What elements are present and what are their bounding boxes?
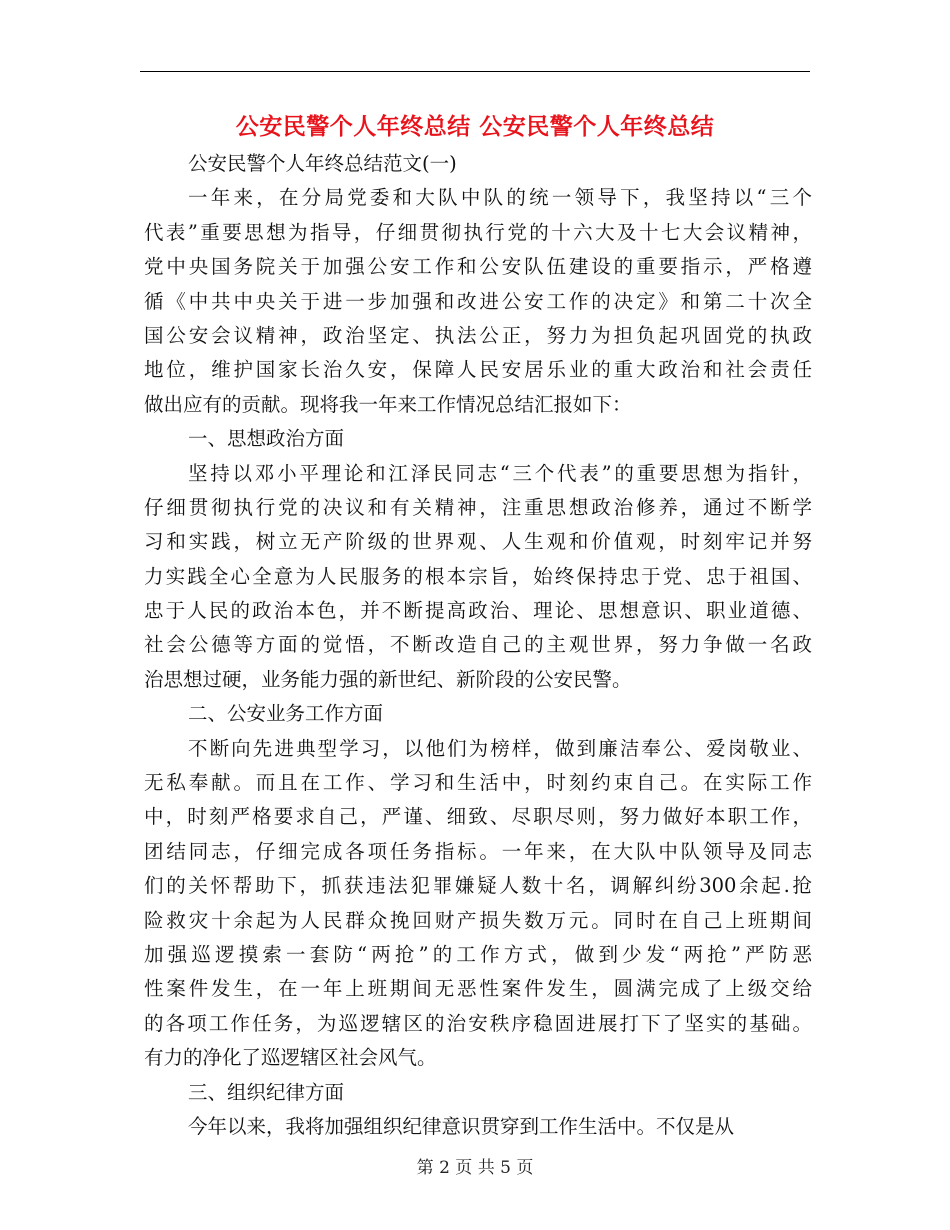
header-rule: [140, 71, 810, 72]
body-line: 有力的净化了巡逻辖区社会风气。: [144, 1046, 437, 1070]
section-subtitle: 公安民警个人年终总结范文(一): [188, 152, 457, 175]
body-line: 忠于人民的政治本色，并不断提高政治、理论、思想意识、职业道德、: [144, 599, 812, 623]
body-line: 一年来，在分局党委和大队中队的统一领导下，我坚持以“三个: [188, 186, 812, 210]
body-line: 循《中共中央关于进一步加强和改进公安工作的决定》和第二十次全: [144, 289, 812, 313]
body-line: 党中央国务院关于加强公安工作和公安队伍建设的重要指示，严格遵: [144, 255, 812, 279]
body-line: 仔细贯彻执行党的决议和有关精神，注重思想政治修养，通过不断学: [144, 495, 812, 519]
body-line: 团结同志，仔细完成各项任务指标。一年来，在大队中队领导及同志: [144, 839, 812, 863]
body-line: 们的关怀帮助下，抓获违法犯罪嫌疑人数十名，调解纠纷300余起.抢: [144, 874, 812, 898]
body-line: 治思想过硬，业务能力强的新世纪、新阶段的公安民警。: [144, 667, 632, 691]
page-number: 第 2 页 共 5 页: [416, 1158, 534, 1178]
section-heading: 一、思想政治方面: [188, 427, 345, 451]
body-line: 险救灾十余起为人民群众挽回财产损失数万元。同时在自己上班期间: [144, 908, 812, 932]
body-line: 不断向先进典型学习，以他们为榜样，做到廉洁奉公、爱岗敬业、: [188, 736, 812, 760]
body-line: 坚持以邓小平理论和江泽民同志“三个代表”的重要思想为指针，: [188, 461, 812, 485]
section-heading: 二、公安业务工作方面: [188, 702, 384, 726]
body-line: 中，时刻严格要求自己，严谨、细致、尽职尽则，努力做好本职工作，: [144, 805, 812, 829]
body-line: 力实践全心全意为人民服务的根本宗旨，始终保持忠于党、忠于祖国、: [144, 564, 812, 588]
body-line: 加强巡逻摸索一套防“两抢”的工作方式，做到少发“两抢”严防恶: [144, 942, 812, 966]
body-line: 无私奉献。而且在工作、学习和生活中，时刻约束自己。在实际工作: [144, 771, 812, 795]
body-line: 国公安会议精神，政治坚定、执法公正，努力为担负起巩固党的执政: [144, 323, 812, 347]
body-line: 性案件发生，在一年上班期间无恶性案件发生，圆满完成了上级交给: [144, 977, 812, 1001]
body-line: 社会公德等方面的觉悟，不断改造自己的主观世界，努力争做一名政: [144, 633, 812, 657]
document-body: [144, 147, 812, 1144]
body-line: 地位，维护国家长治久安，保障人民安居乐业的重大政治和社会责任: [144, 358, 812, 382]
body-line: 代表”重要思想为指导，仔细贯彻执行党的十六大及十七大会议精神，: [144, 220, 812, 244]
section-heading: 三、组织纪律方面: [188, 1080, 345, 1104]
body-line: 习和实践，树立无产阶级的世界观、人生观和价值观，时刻牢记并努: [144, 530, 812, 554]
body-line: 做出应有的贡献。现将我一年来工作情况总结汇报如下：: [144, 392, 632, 416]
document-title: 公安民警个人年终总结 公安民警个人年终总结: [235, 113, 715, 140]
body-line: 今年以来，我将加强组织纪律意识贯穿到工作生活中。不仅是从: [188, 1114, 735, 1138]
body-line: 的各项工作任务，为巡逻辖区的治安秩序稳固进展打下了坚实的基础。: [144, 1011, 812, 1035]
